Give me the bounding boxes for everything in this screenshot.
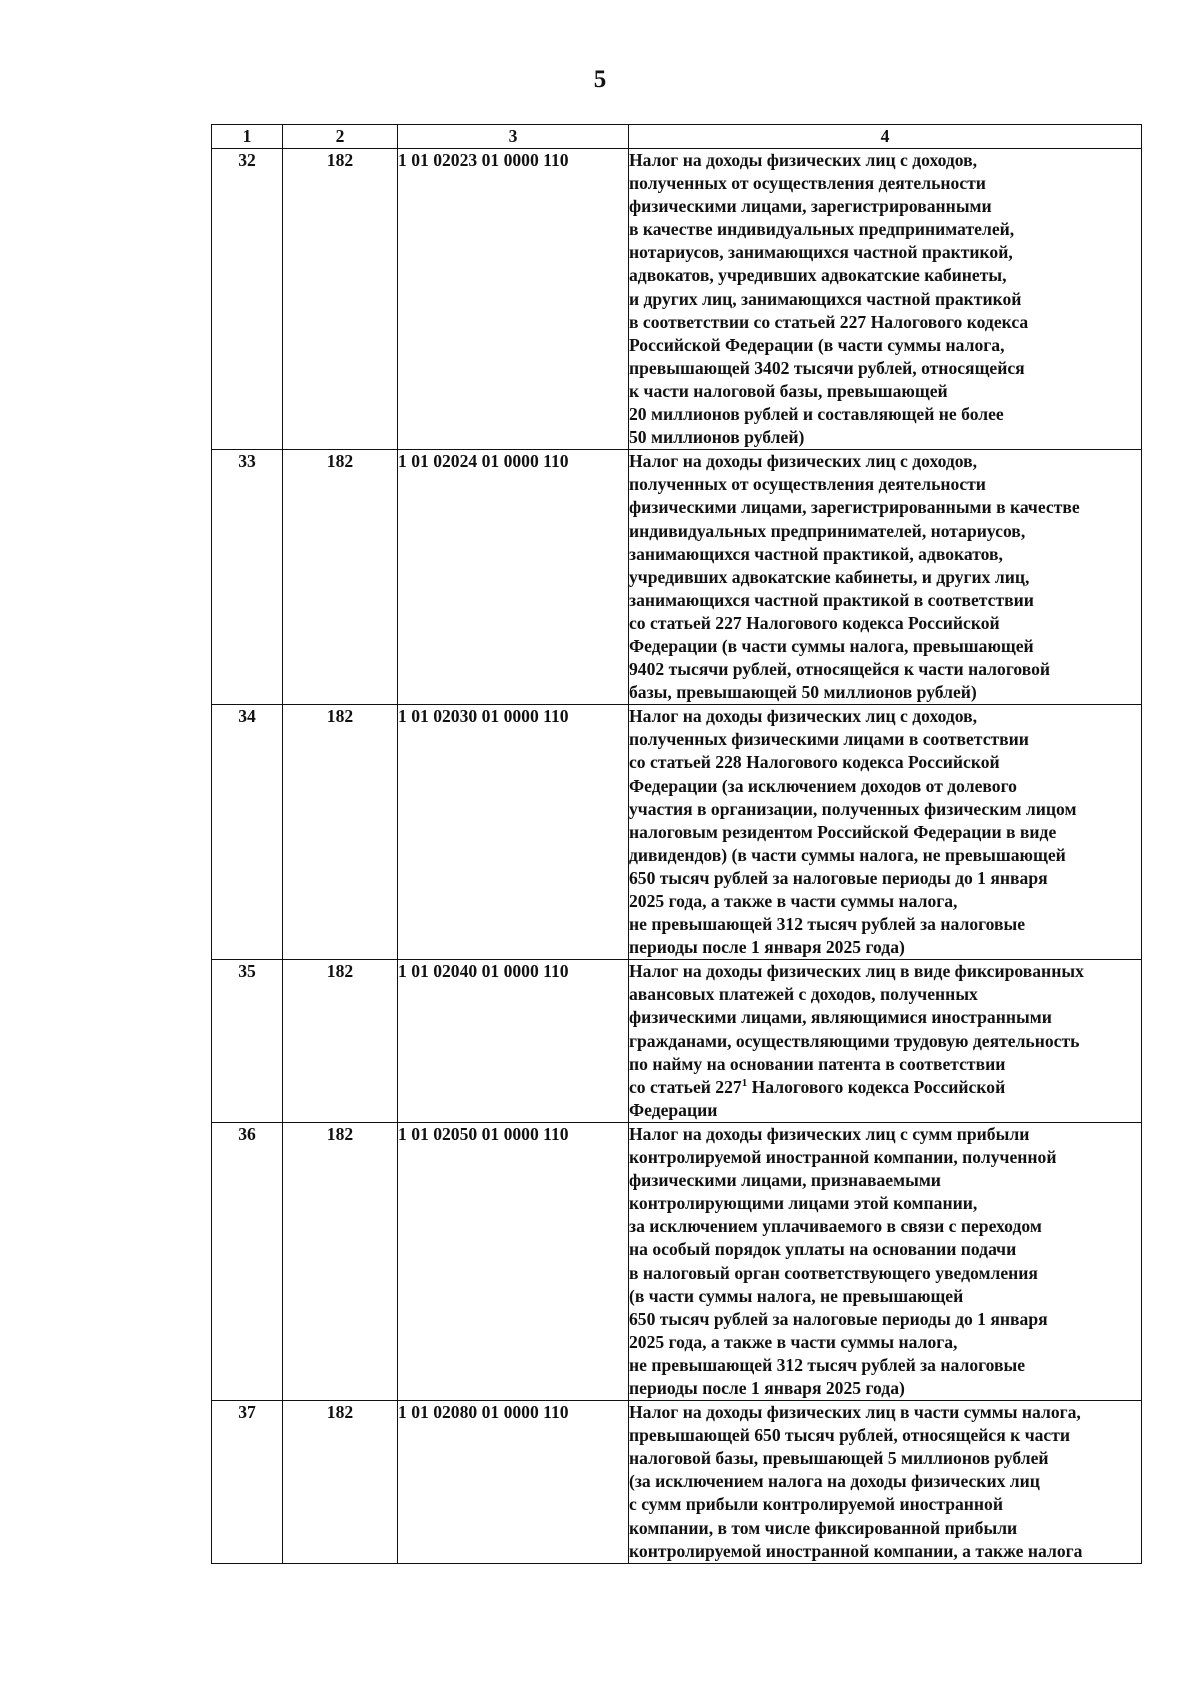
description-line: полученных физическими лицами в соответствии [629, 729, 1029, 750]
table-row [212, 705, 1142, 960]
row-number-cell: 33 [212, 450, 283, 705]
table-row [212, 450, 1142, 705]
description-line-text: со статьей 227 [629, 1076, 742, 1097]
description-line: контролируемой иностранной компании, а также налога [629, 1540, 1083, 1561]
administrator-code-cell: 182 [283, 1122, 398, 1400]
description-line: Федерации [629, 1099, 718, 1120]
description-line: в соответствии со статьей 227 Налогового кодекса [629, 311, 1029, 332]
description-line: 9402 тысячи рублей, относящейся к части налоговой [629, 659, 1051, 680]
income-description-cell [629, 1122, 1142, 1400]
description-line: базы, превышающей 50 миллионов рублей) [629, 682, 977, 703]
description-line: индивидуальных предпринимателей, нотариусов, [629, 520, 1026, 541]
description-line: в качестве индивидуальных предпринимателей, [629, 219, 1015, 240]
administrator-code-cell: 182 [283, 1401, 398, 1564]
row-number-cell: 36 [212, 1122, 283, 1400]
description-line: (в части суммы налога, не превышающей [629, 1285, 964, 1306]
description-line: и других лиц, занимающихся частной практикой [629, 288, 1022, 309]
description-line: Налог на доходы физических лиц с доходов, [629, 706, 978, 727]
description-line: периоды после 1 января 2025 года) [629, 1377, 905, 1398]
description-line: физическими лицами, признаваемыми [629, 1170, 941, 1191]
table-row [212, 960, 1142, 1123]
description-line [629, 1076, 1141, 1099]
administrator-code-cell: 182 [283, 705, 398, 960]
table-body [212, 149, 1142, 1564]
column-number-3: 3 [398, 125, 629, 149]
description-line: Налог на доходы физических лиц с сумм прибыли [629, 1123, 1030, 1144]
column-number-1: 1 [212, 125, 283, 149]
description-line: к части налоговой базы, превышающей [629, 380, 948, 401]
description-line: физическими лицами, зарегистрированными [629, 196, 992, 217]
description-line: учредивших адвокатские кабинеты, и других лиц, [629, 566, 1030, 587]
row-number-cell: 32 [212, 149, 283, 450]
description-line: не превышающей 312 тысяч рублей за налоговые [629, 1354, 1026, 1375]
description-line: авансовых платежей с доходов, полученных [629, 984, 978, 1005]
description-line: занимающихся частной практикой, адвокатов, [629, 543, 1003, 564]
description-line: в налоговый орган соответствующего уведомления [629, 1262, 1038, 1283]
description-line: за исключением уплачиваемого в связи с переходом [629, 1216, 1042, 1237]
description-line: налоговой базы, превышающей 5 миллионов рублей [629, 1448, 1049, 1469]
description-line: 2025 года, а также в части суммы налога, [629, 891, 958, 911]
description-line: контролирующими лицами этой компании, [629, 1193, 978, 1214]
description-line: контролируемой иностранной компании, полученной [629, 1147, 1057, 1168]
budget-classification-code-cell: 1 01 02023 01 0000 110 [398, 149, 629, 450]
description-line: занимающихся частной практикой в соответствии [629, 589, 1034, 610]
description-line: 20 миллионов рублей и составляющей не более [629, 404, 1004, 425]
income-description-cell [629, 960, 1142, 1123]
budget-codes-table [211, 124, 1142, 1564]
budget-classification-code-cell: 1 01 02080 01 0000 110 [398, 1401, 629, 1564]
description-line: Федерации (за исключением доходов от долевого [629, 775, 1017, 796]
description-line: полученных от осуществления деятельности [629, 474, 986, 495]
description-line: со статьей 228 Налогового кодекса Российской [629, 752, 1000, 773]
administrator-code-cell: 182 [283, 450, 398, 705]
description-line: Налог на доходы физических лиц с доходов, [629, 150, 978, 170]
description-line: по найму на основании патента в соответствии [629, 1053, 1006, 1074]
description-line: Налог на доходы физических лиц с доходов, [629, 451, 978, 472]
description-line: (за исключением налога на доходы физических лиц [629, 1471, 1040, 1492]
description-line: с сумм прибыли контролируемой иностранной [629, 1494, 1003, 1515]
description-line: налоговым резидентом Российской Федерации в виде [629, 821, 1057, 842]
income-description-cell [629, 705, 1142, 960]
description-line: физическими лицами, являющимися иностранными [629, 1007, 1052, 1028]
description-line: 50 миллионов рублей) [629, 427, 805, 448]
income-description-cell [629, 149, 1142, 450]
description-line-tail: Налогового кодекса Российской [747, 1076, 1006, 1097]
column-number-2: 2 [283, 125, 398, 149]
description-line: гражданами, осуществляющими трудовую деятельность [629, 1030, 1080, 1051]
budget-classification-code-cell: 1 01 02030 01 0000 110 [398, 705, 629, 960]
description-line: превышающей 3402 тысячи рублей, относящейся [629, 357, 1025, 378]
description-line: участия в организации, полученных физическим лицом [629, 798, 1077, 819]
budget-classification-code-cell: 1 01 02024 01 0000 110 [398, 450, 629, 705]
description-line: 650 тысяч рублей за налоговые периоды до 1 января [629, 1308, 1048, 1329]
description-line: Федерации (в части суммы налога, превышающей [629, 635, 1034, 656]
income-description-cell [629, 1401, 1142, 1564]
row-number-cell: 37 [212, 1401, 283, 1564]
budget-classification-code-cell: 1 01 02040 01 0000 110 [398, 960, 629, 1123]
administrator-code-cell: 182 [283, 149, 398, 450]
description-line: полученных от осуществления деятельности [629, 173, 986, 194]
article-superscript: 1 [741, 1076, 748, 1089]
description-line: 2025 года, а также в части суммы налога, [629, 1331, 958, 1352]
column-number-row [212, 125, 1142, 149]
description-line: превышающей 650 тысяч рублей, относящейся к части [629, 1425, 1071, 1446]
administrator-code-cell: 182 [283, 960, 398, 1123]
page-number: 5 [593, 66, 607, 93]
description-line: адвокатов, учредивших адвокатские кабинеты, [629, 265, 1007, 286]
description-line: нотариусов, занимающихся частной практикой, [629, 242, 1013, 263]
description-line: периоды после 1 января 2025 года) [629, 937, 905, 958]
budget-classification-code-cell: 1 01 02050 01 0000 110 [398, 1122, 629, 1400]
description-line: дивидендов) (в части суммы налога, не превышающей [629, 844, 1066, 865]
description-line: Налог на доходы физических лиц в части суммы налога, [629, 1402, 1081, 1423]
description-line: компании, в том числе фиксированной прибыли [629, 1517, 1018, 1538]
description-line: со статьей 227 Налогового кодекса Российской [629, 612, 1000, 633]
row-number-cell: 35 [212, 960, 283, 1123]
description-line: 650 тысяч рублей за налоговые периоды до 1 января [629, 867, 1048, 888]
description-line: Российской Федерации (в части суммы налога, [629, 334, 1005, 355]
description-line: Налог на доходы физических лиц в виде фиксированных [629, 961, 1084, 982]
income-description-cell [629, 450, 1142, 705]
table-row [212, 1122, 1142, 1400]
row-number-cell: 34 [212, 705, 283, 960]
table-row [212, 1401, 1142, 1564]
description-line: физическими лицами, зарегистрированными в качестве [629, 497, 1080, 518]
description-line: не превышающей 312 тысяч рублей за налоговые [629, 914, 1026, 935]
column-number-4: 4 [629, 125, 1142, 149]
description-line: на особый порядок уплаты на основании подачи [629, 1239, 1017, 1260]
table-row [212, 149, 1142, 450]
